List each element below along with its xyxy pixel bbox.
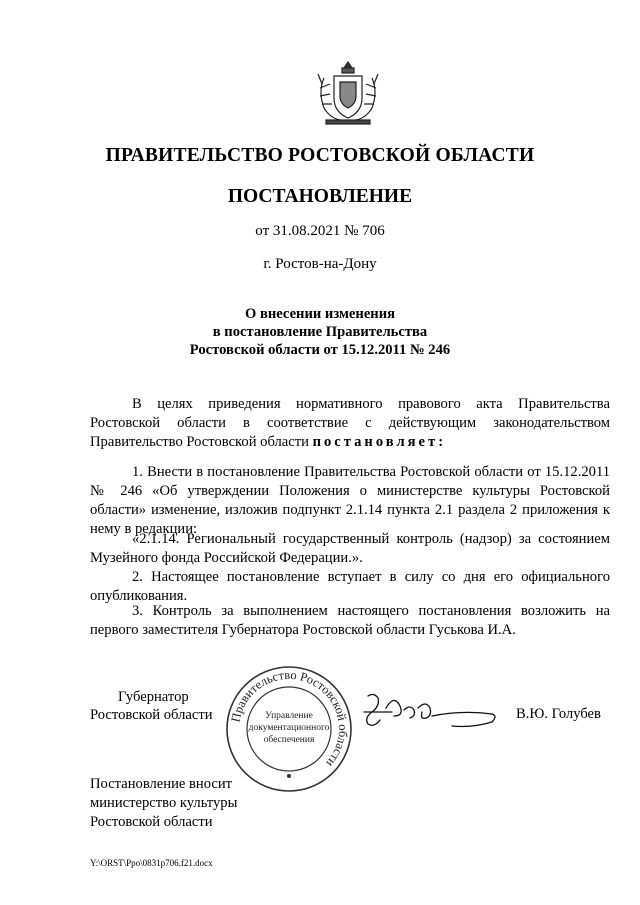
position-line: Ростовской области [90,707,213,723]
introducer-line: Ростовской области [90,814,213,830]
preamble-keyword: постановляет [312,434,439,450]
preamble-text: В целях приведения нормативного правового акта Правительства Ростовской области в соответствие с действующим законодательством Правительство Ростовской области [90,396,610,450]
document-type: ПОСТАНОВЛЕНИЕ [227,186,413,207]
handwritten-signature [360,686,500,736]
date-and-number: от 31.08.2021 № 706 [255,223,385,239]
file-path: Y:\ORST\Ppo\0831p706.f21.docx [90,858,213,868]
subject-line: в постановление Правительства [212,324,428,340]
item-3-paragraph: 3. Контроль за выполнением настоящего постановления возложить на первого заместителя Губернатора Ростовской области Гуськова И.А. [90,603,610,638]
item-1-paragraph: 1. Внести в постановление Правительства Ростовской области от 15.12.2011 № 246 «Об утверждении Положения о министерстве культуры Ростовской области» изменение, изложив подпункт 2.1.14 пункта 2.1 раздела 2 приложения к нему в редакции: [90,464,610,537]
signer-name: В.Ю. Голубев [516,706,601,722]
coat-of-arms-emblem [312,58,384,130]
introducer-line: Постановление вносит [90,776,233,792]
introducer-line: министерство культуры [90,795,238,811]
preamble-paragraph [90,395,610,452]
document-subject [0,305,640,359]
signer-position [90,688,230,724]
stamp-outer-text: Правительство Ростовской области [228,667,351,770]
item-1-quote: «2.1.14. Региональный государственный контроль (надзор) за состоянием Музейного фонда Российской Федерации.». [90,531,610,566]
position-line: Губернатор [118,689,189,705]
introducer-block [90,775,290,832]
city: г. Ростов-на-Дону [263,256,377,272]
stamp-line: документационного [248,723,330,733]
subject-line: Ростовской области от 15.12.2011 № 246 [189,342,451,358]
subject-line: О внесении изменения [244,306,396,322]
stamp-line: обеспечения [263,735,315,745]
item-2-paragraph: 2. Настоящее постановление вступает в силу со дня его официального опубликования. [90,569,610,604]
preamble-colon: : [438,434,444,450]
government-title: ПРАВИТЕЛЬСТВО РОСТОВСКОЙ ОБЛАСТИ [105,145,535,166]
stamp-line: Управление [265,711,313,721]
